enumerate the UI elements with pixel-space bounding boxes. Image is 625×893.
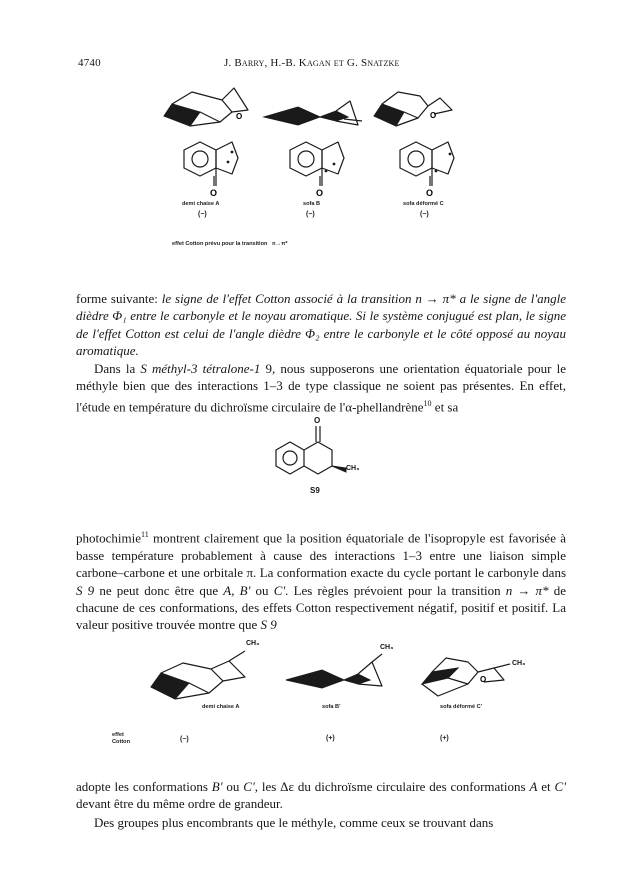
perspective-sofa-b	[258, 93, 368, 133]
projection-half-chair-a	[172, 140, 242, 200]
s9-oxygen-label: O	[314, 416, 321, 425]
perspective-half-chair-a	[160, 82, 260, 132]
conformer-label-c: sofa déformé C	[403, 201, 444, 207]
structure-s9	[270, 416, 360, 500]
figure-2	[0, 640, 625, 760]
perspective-distorted-sofa-c	[368, 82, 468, 132]
running-header-authors: J. Barry, H.-B. Kagan et G. Snatzke	[224, 57, 400, 69]
paragraph-4: adopte les conformations B' ou C', les Δε du dichroïsme circulaire des conformations A et C' devant être du même ordre de grandeur.	[76, 779, 566, 812]
atom-o-label: O	[236, 112, 243, 121]
atom-o-label: O	[430, 111, 437, 120]
cotton-sign-c: (−)	[420, 211, 429, 218]
atom-o-label: O	[480, 675, 487, 684]
cotton-sign-b: (−)	[306, 211, 315, 218]
svg-text:O: O	[426, 188, 434, 198]
conformer-label-b: sofa B	[303, 201, 321, 207]
projection-distorted-sofa-c	[388, 140, 458, 200]
perspective-distorted-sofa-c-prime-methyl	[418, 650, 528, 705]
cotton-rule-statement: le signe de l'effet Cotton associé à la transition n → π* a le signe de l'angle dièdre Φ₁ entre le carbonyle et le noyau aromatique. Si le système conjugué est plan, le signe de l'effet Cotton est celui de l'angle dièdre Φ₂ entre le carbonyle et le côté opposé au noyau aromatique.	[76, 291, 566, 359]
perspective-half-chair-a-methyl	[145, 647, 275, 702]
cotton-sign-b-prime: (+)	[326, 735, 335, 742]
paragraph-3: photochimie$^{11}$ montrent clairement que la position équatoriale de l'isopropyle est favorisée à basse température probablement à cause des interactions 1–3 entre une liaison simple carbone–carbone et une orbitale π. La conformation exacte du cycle portant le carbonyle dans S 9 ne peut donc être que A, B' ou C'. Les règles prévoient pour la transition n → π* de chacune de ces conformations, des effets Cotton respectivement négatif, positif et positif. La valeur positive trouvée montre que S 9	[76, 530, 567, 633]
row-label-cotton-effect: effet Cotton	[112, 732, 131, 745]
conformer-label-b-prime: sofa B'	[322, 704, 341, 710]
page-number: 4740	[78, 57, 101, 69]
svg-text:O: O	[316, 188, 324, 198]
paragraph-5: Des groupes plus encombrants que le méthyle, comme ceux se trouvant dans	[94, 815, 494, 830]
projection-sofa-b	[278, 140, 348, 200]
methyl-label: CH₃	[380, 644, 394, 651]
paragraph-1: forme suivante: le signe de l'effet Cotton associé à la transition n → π* a le signe de l'angle dièdre Φ₁ entre le carbonyle et le noyau aromatique. Si le système conjugué est plan, le signe de l'effet Cotton est celui de l'angle dièdre Φ₂ entre le carbonyle et le côté opposé au noyau aromatique.	[76, 291, 566, 359]
cotton-sign-a: (−)	[180, 736, 189, 743]
conformer-label-a: demi chaise A	[202, 704, 240, 710]
s9-compound-label: S9	[310, 486, 320, 495]
cotton-sign-a: (−)	[198, 211, 207, 218]
conformer-label-a: demi chaise A	[182, 201, 220, 207]
perspective-sofa-b-prime-methyl	[282, 652, 392, 697]
methyl-label: CH₃	[246, 640, 260, 647]
figure-1	[0, 0, 625, 280]
svg-text:O: O	[210, 188, 218, 198]
figure-1-caption: effet Cotton prévu pour la transition n→π*	[172, 241, 288, 247]
methyl-label: CH₃	[512, 660, 526, 667]
paragraph-2: Dans la S méthyl-3 tétralone-1 9, nous supposerons une orientation équatoriale pour le méthyle bien que des interactions 1–3 de type classique ne soient pas présentes. En effet, l'étude en température du dichroïsme circulaire de l'α-phellandrène$^{10}$ et sa	[76, 361, 566, 415]
cotton-sign-c-prime: (+)	[440, 735, 449, 742]
conformer-label-c-prime: sofa déformé C'	[440, 704, 483, 710]
s9-methyl-label: CH₃	[346, 465, 360, 472]
